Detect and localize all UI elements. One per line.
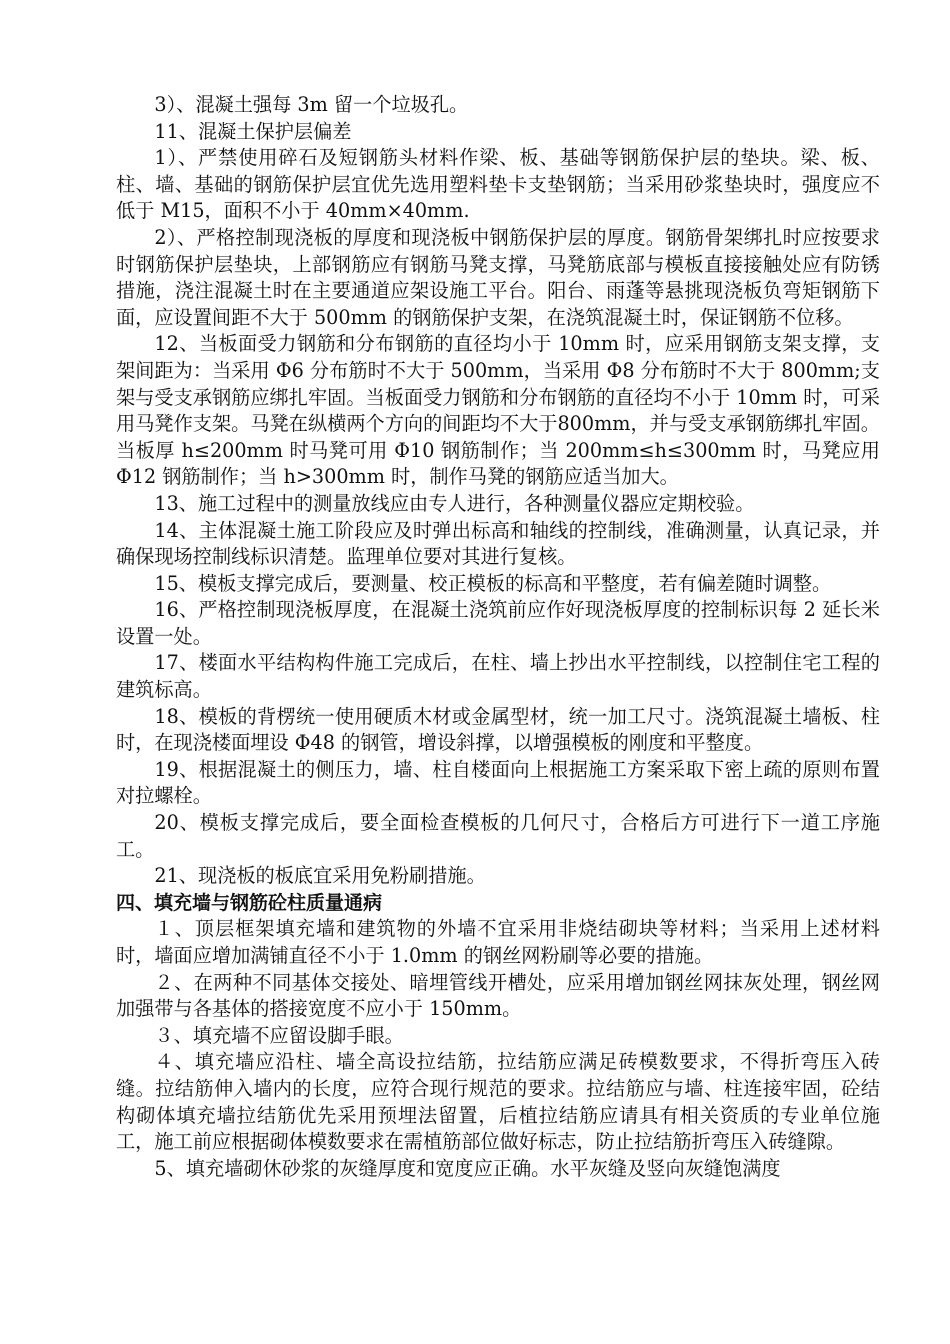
paragraph: 15、模板支撑完成后，要测量、校正模板的标高和平整度，若有偏差随时调整。	[154, 571, 832, 595]
paragraph: 12、当板面受力钢筋和分布钢筋的直径均小于 10mm 时，应采用钢筋支架支撑，支架间距为：当采用 Φ6 分布筋时不大于 500mm，当采用 Φ8 分布筋时不大于 800mm;支架与受支承钢筋应绑扎牢固。当板面受力钢筋和分布钢筋的直径均不小于 10mm 时，可采用马凳作支架。马凳在纵横两个方向的间距均不大于800mm，并与受支承钢筋绑扎牢固。当板厚 h≤200mm 时马凳可用 Φ10 钢筋制作；当 200mm≤h≤300mm 时，马凳应用 Φ12 钢筋制作；当 h>300mm 时，制作马凳的钢筋应适当加大。	[116, 332, 880, 489]
paragraph: 20、模板支撑完成后，要全面检查模板的几何尺寸，合格后方可进行下一道工序施工。	[116, 811, 880, 861]
paragraph: 13、施工过程中的测量放线应由专人进行，各种测量仪器应定期校验。	[154, 491, 755, 515]
paragraph: 21、现浇板的板底宜采用免粉刷措施。	[154, 864, 486, 888]
section-title: 11、混凝土保护层偏差	[154, 119, 352, 143]
paragraph: 14、主体混凝土施工阶段应及时弹出标高和轴线的控制线，准确测量，认真记录，并确保现场控制线标识清楚。监理单位要对其进行复核。	[116, 518, 880, 569]
paragraph: 3）、混凝土强每 3m 留一个垃圾孔。	[154, 93, 469, 116]
paragraph: 17、楼面水平结构构件施工完成后，在柱、墙上抄出水平控制线，以控制住宅工程的建筑标高。	[116, 651, 880, 702]
paragraph: 1）、严禁使用碎石及短钢筋头材料作梁、板、基础等钢筋保护层的垫块。梁、板、柱、墙、基础的钢筋保护层宜优先选用塑料垫卡支垫钢筋；当采用砂浆垫块时，强度应不低于 M15，面积不小于 40mm×40mm.	[116, 146, 880, 223]
paragraph: ３、填充墙不应留设脚手眼。	[154, 1023, 404, 1047]
paragraph: 2）、严格控制现浇板的厚度和现浇板中钢筋保护层的厚度。钢筋骨架绑扎时应按要求时钢筋保护层垫块，上部钢筋应有钢筋马凳支撑，马凳筋底部与模板直接接触处应有防锈措施，浇注混凝土时在主要通道应架设施工平台。阳台、雨蓬等悬挑现浇板负弯矩钢筋下面，应设置间距不大于 500mm 的钢筋保护支架，在浇筑混凝土时，保证钢筋不位移。	[116, 225, 880, 329]
paragraph: 5、填充墙砌休砂浆的灰缝厚度和宽度应正确。水平灰缝及竖向灰缝饱满度	[154, 1156, 781, 1180]
paragraph: 16、严格控制现浇板厚度，在混凝土浇筑前应作好现浇板厚度的控制标识每 2 延长米设置一处。	[116, 598, 880, 648]
paragraph: 19、根据混凝土的侧压力，墙、柱自楼面向上根据施工方案采取下密上疏的原则布置对拉螺栓。	[116, 757, 880, 808]
section-heading: 四、填充墙与钢筋砼柱质量通病	[116, 891, 383, 914]
paragraph: ２、在两种不同基体交接处、暗埋管线开槽处，应采用增加钢丝网抹灰处理，钢丝网加强带与各基体的搭接宽度不应小于 150mm。	[116, 970, 880, 1021]
paragraph: ４、填充墙应沿柱、墙全高设拉结筋，拉结筋应满足砖模数要求，不得折弯压入砖缝。拉结筋伸入墙内的长度，应符合现行规范的要求。拉结筋应与墙、柱连接牢固，砼结构砌体填充墙拉结筋优先采用预埋法留置，后植拉结筋应请具有相关资质的专业单位施工，施工前应根据砌体模数要求在需植筋部位做好标志，防止拉结筋折弯压入砖缝隙。	[116, 1050, 880, 1154]
paragraph: １、顶层框架填充墙和建筑物的外墙不宜采用非烧结砌块等材料；当采用上述材料时，墙面应增加满铺直径不小于 1.0mm 的钢丝网粉刷等必要的措施。	[116, 917, 880, 967]
document-page	[116, 92, 880, 1182]
paragraph: 18、模板的背楞统一使用硬质木材或金属型材，统一加工尺寸。浇筑混凝土墙板、柱时，在现浇楼面埋设 Φ48 的钢管，增设斜撑，以增强模板的刚度和平整度。	[116, 704, 880, 755]
